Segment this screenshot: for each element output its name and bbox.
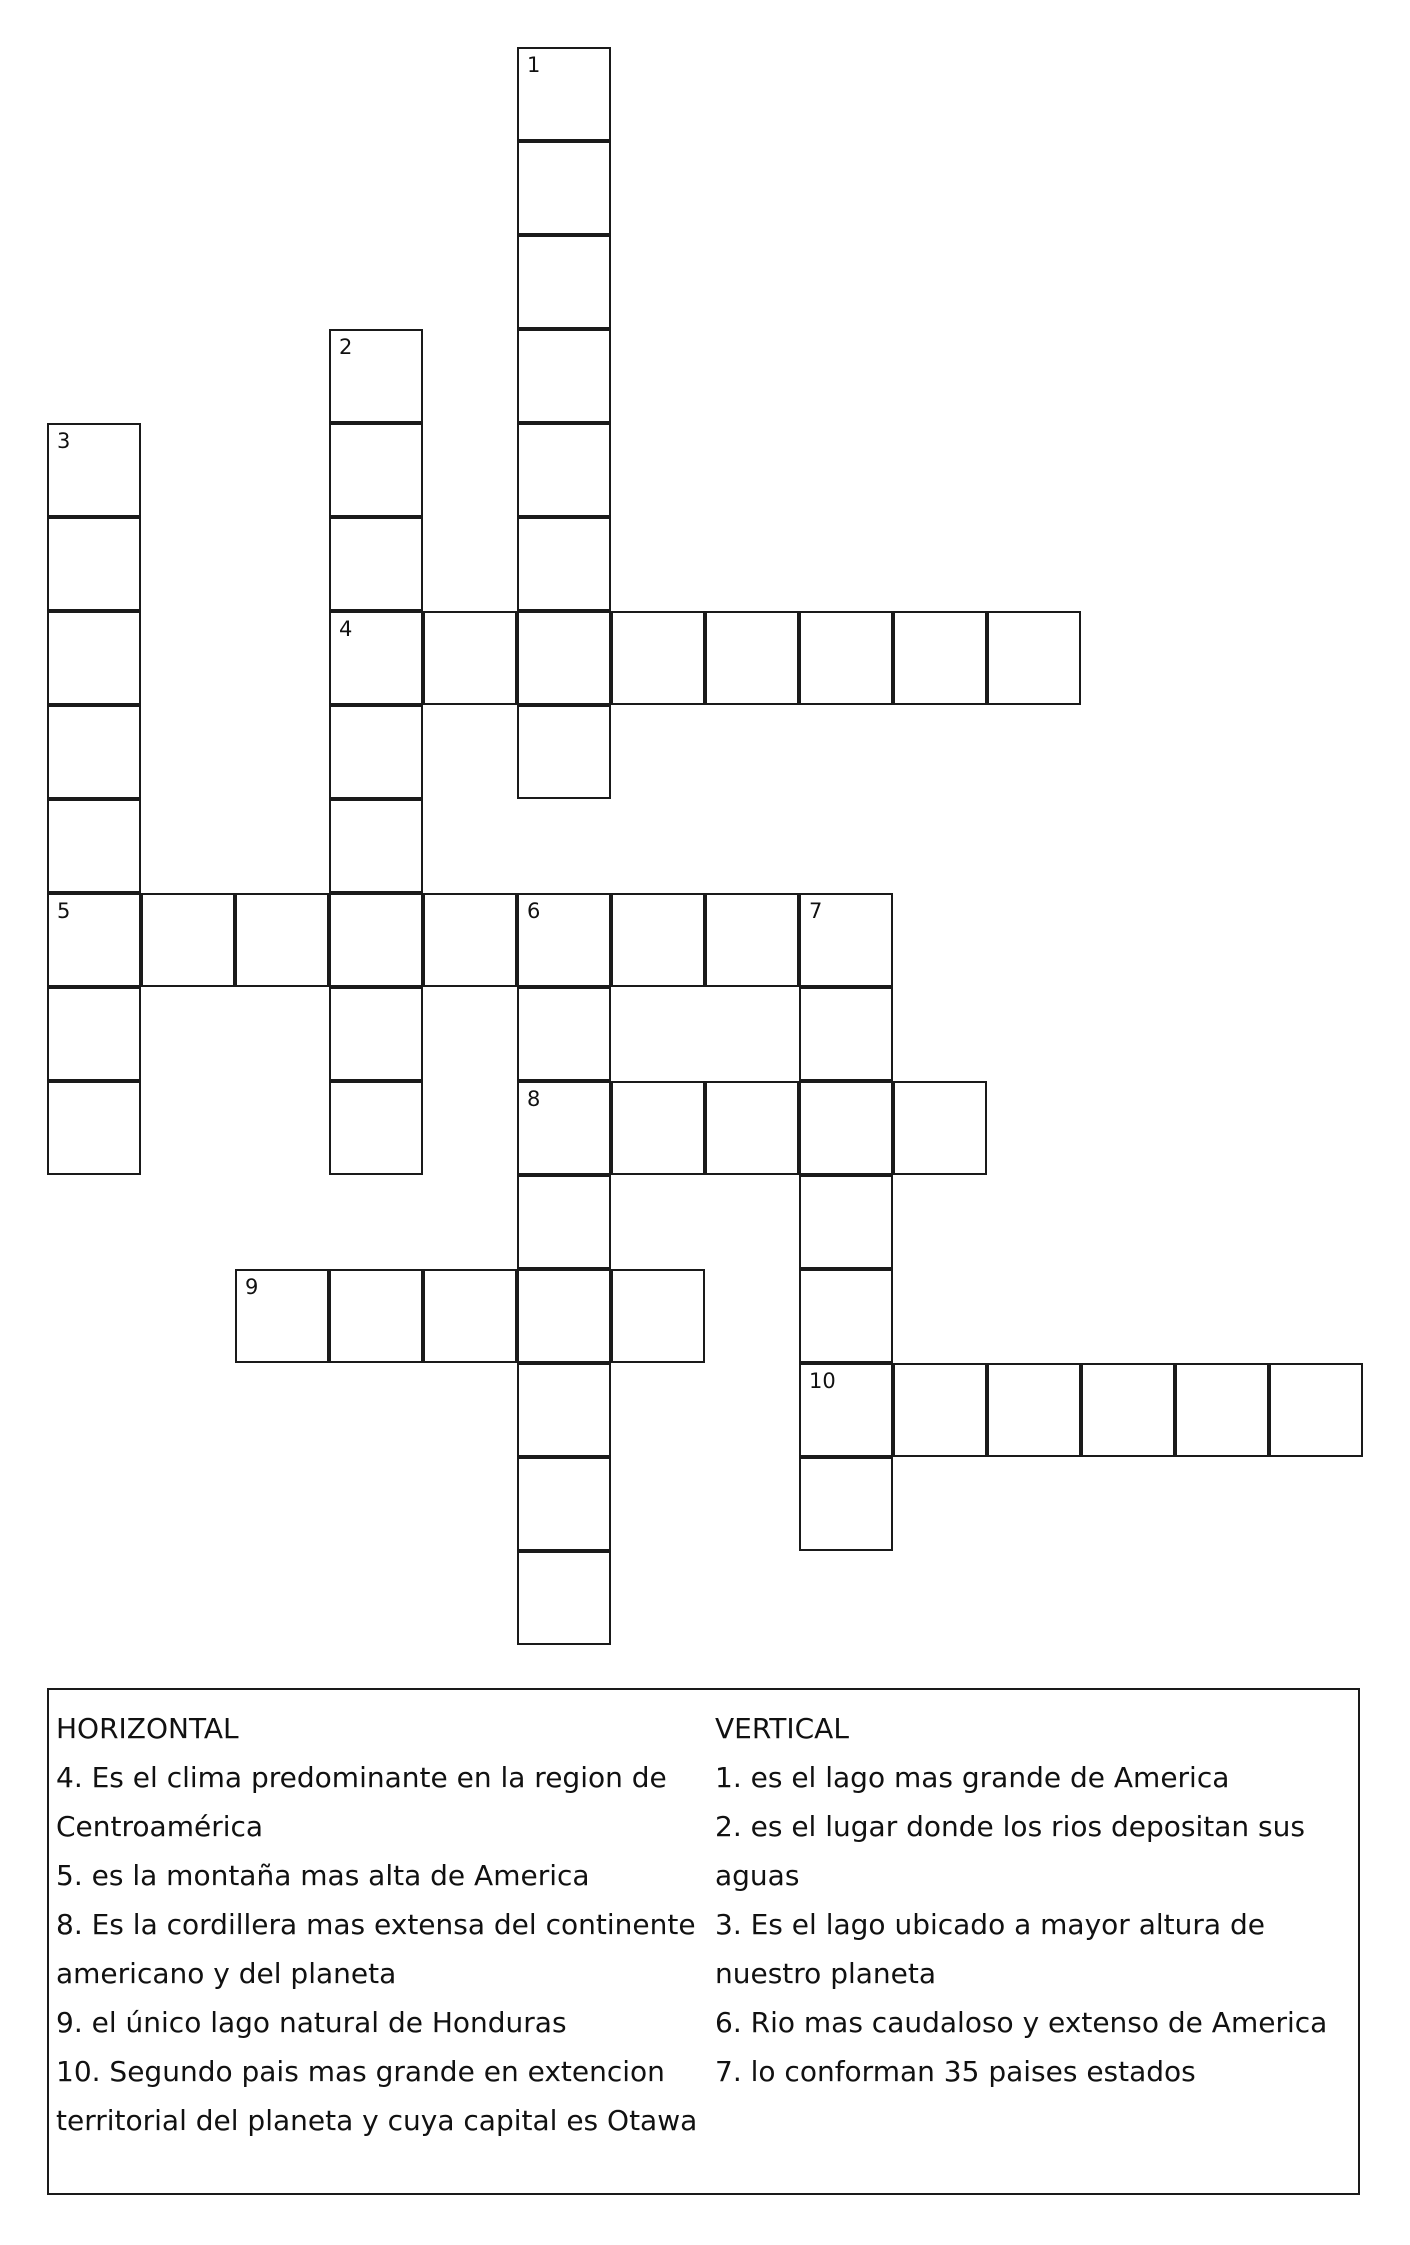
crossword-cell[interactable] xyxy=(1081,1363,1175,1457)
crossword-cell[interactable] xyxy=(799,987,893,1081)
across-clue-8: 8. Es la cordillera mas extensa del continente americano y del planeta xyxy=(56,1908,696,1990)
crossword-cell[interactable] xyxy=(517,423,611,517)
down-clue-1: 1. es el lago mas grande de America xyxy=(715,1761,1230,1794)
across-clue-9: 9. el único lago natural de Honduras xyxy=(56,2006,567,2039)
crossword-cell[interactable] xyxy=(799,611,893,705)
down-clue-6: 6. Rio mas caudaloso y extenso de America xyxy=(715,2006,1328,2039)
crossword-cell[interactable] xyxy=(799,1457,893,1551)
crossword-cell[interactable] xyxy=(987,611,1081,705)
crossword-cell[interactable] xyxy=(423,611,517,705)
crossword-cell[interactable] xyxy=(329,1081,423,1175)
crossword-cell[interactable] xyxy=(47,799,141,893)
clue-number: 1 xyxy=(527,53,541,77)
crossword-cell[interactable] xyxy=(47,987,141,1081)
crossword-cell[interactable] xyxy=(235,893,329,987)
crossword-cell[interactable] xyxy=(47,423,141,517)
crossword-cell[interactable] xyxy=(47,1081,141,1175)
crossword-cell[interactable] xyxy=(517,987,611,1081)
crossword-cell[interactable] xyxy=(329,705,423,799)
crossword-cell[interactable] xyxy=(517,1457,611,1551)
clue-number: 10 xyxy=(809,1369,836,1393)
clue-number: 8 xyxy=(527,1087,541,1111)
across-clue-10: 10. Segundo pais mas grande en extencion territorial del planeta y cuya capital es Otawa xyxy=(56,2055,698,2137)
down-clues xyxy=(715,1704,1351,2096)
crossword-cell[interactable] xyxy=(799,1081,893,1175)
crossword-cell[interactable] xyxy=(517,329,611,423)
crossword-cell[interactable] xyxy=(705,893,799,987)
crossword-cell[interactable] xyxy=(705,611,799,705)
crossword-cell[interactable] xyxy=(329,517,423,611)
crossword-cell[interactable] xyxy=(611,1081,705,1175)
across-clue-5: 5. es la montaña mas alta de America xyxy=(56,1859,590,1892)
crossword-cell[interactable] xyxy=(799,893,893,987)
clue-number: 2 xyxy=(339,335,353,359)
down-clue-3: 3. Es el lago ubicado a mayor altura de nuestro planeta xyxy=(715,1908,1265,1990)
crossword-cell[interactable] xyxy=(517,705,611,799)
crossword-cell[interactable] xyxy=(517,1551,611,1645)
crossword-cell[interactable] xyxy=(705,1081,799,1175)
across-clues xyxy=(56,1704,706,2145)
crossword-cell[interactable] xyxy=(893,611,987,705)
crossword-cell[interactable] xyxy=(329,611,423,705)
crossword-cell[interactable] xyxy=(141,893,235,987)
crossword-cell[interactable] xyxy=(47,705,141,799)
crossword-cell[interactable] xyxy=(47,517,141,611)
crossword-cell[interactable] xyxy=(611,611,705,705)
clues-panel xyxy=(47,1688,1360,2195)
crossword-cell[interactable] xyxy=(329,329,423,423)
across-heading: HORIZONTAL xyxy=(56,1712,239,1745)
crossword-cell[interactable] xyxy=(329,893,423,987)
clue-number: 7 xyxy=(809,899,823,923)
crossword-cell[interactable] xyxy=(517,47,611,141)
crossword-cell[interactable] xyxy=(893,1363,987,1457)
down-clue-7: 7. lo conforman 35 paises estados xyxy=(715,2055,1196,2088)
crossword-cell[interactable] xyxy=(329,1269,423,1363)
clue-number: 9 xyxy=(245,1275,259,1299)
crossword-cell[interactable] xyxy=(987,1363,1081,1457)
crossword-cell[interactable] xyxy=(893,1081,987,1175)
down-clue-2: 2. es el lugar donde los rios depositan sus aguas xyxy=(715,1810,1305,1892)
crossword-cell[interactable] xyxy=(611,1269,705,1363)
crossword-cell[interactable] xyxy=(47,611,141,705)
crossword-cell[interactable] xyxy=(799,1269,893,1363)
crossword-cell[interactable] xyxy=(329,987,423,1081)
crossword-cell[interactable] xyxy=(1269,1363,1363,1457)
crossword-cell[interactable] xyxy=(517,893,611,987)
crossword-cell[interactable] xyxy=(517,1081,611,1175)
crossword-cell[interactable] xyxy=(423,893,517,987)
crossword-cell[interactable] xyxy=(799,1363,893,1457)
crossword-cell[interactable] xyxy=(1175,1363,1269,1457)
crossword-cell[interactable] xyxy=(517,141,611,235)
crossword-cell[interactable] xyxy=(329,423,423,517)
crossword-cell[interactable] xyxy=(799,1175,893,1269)
crossword-cell[interactable] xyxy=(47,893,141,987)
clue-number: 3 xyxy=(57,429,71,453)
down-heading: VERTICAL xyxy=(715,1712,849,1745)
crossword-cell[interactable] xyxy=(517,1363,611,1457)
clue-number: 4 xyxy=(339,617,353,641)
clue-number: 5 xyxy=(57,899,71,923)
crossword-cell[interactable] xyxy=(517,235,611,329)
crossword-cell[interactable] xyxy=(423,1269,517,1363)
crossword-cell[interactable] xyxy=(517,1269,611,1363)
crossword-cell[interactable] xyxy=(517,517,611,611)
crossword-cell[interactable] xyxy=(329,799,423,893)
crossword-cell[interactable] xyxy=(517,611,611,705)
across-clue-4: 4. Es el clima predominante en la region de Centroamérica xyxy=(56,1761,667,1843)
clue-number: 6 xyxy=(527,899,541,923)
crossword-cell[interactable] xyxy=(235,1269,329,1363)
crossword-cell[interactable] xyxy=(517,1175,611,1269)
crossword-cell[interactable] xyxy=(611,893,705,987)
